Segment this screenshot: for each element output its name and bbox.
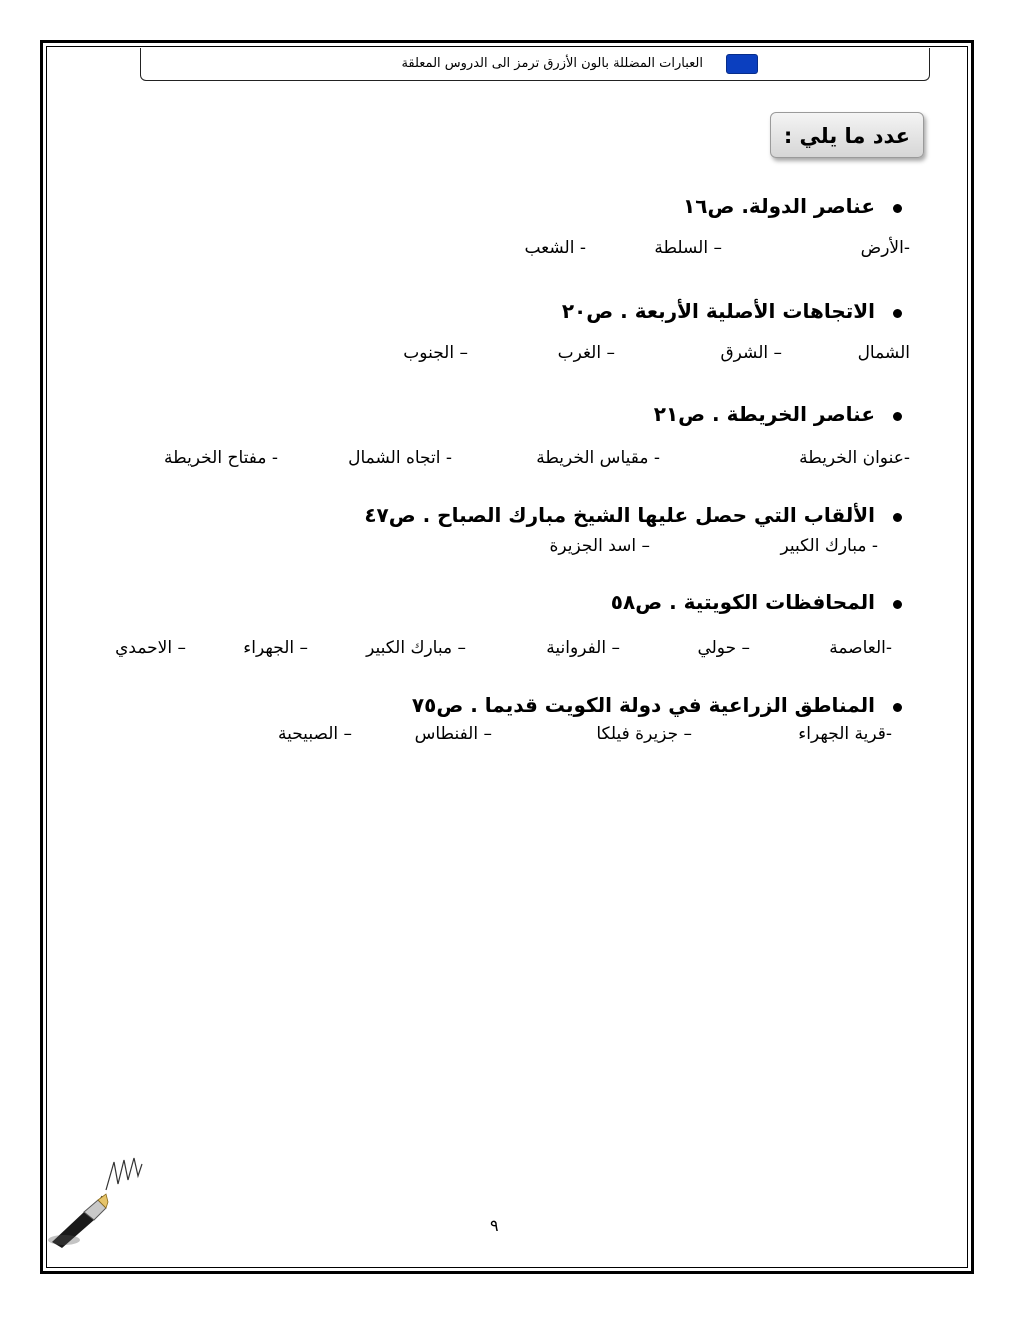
section-4-item-2: – اسد الجزيرة xyxy=(549,536,650,556)
section-5-item-4: – مبارك الكبير xyxy=(366,638,466,658)
section-3-item-2: - مقياس الخريطة xyxy=(536,448,660,468)
section-1-item-2: – السلطة xyxy=(654,238,722,258)
section-4-item-1: - مبارك الكبير xyxy=(780,536,878,556)
section-6-item-4: – الصبيحية xyxy=(277,724,352,744)
section-2-item-2: – الشرق xyxy=(720,343,782,363)
section-2-item-3: – الغرب xyxy=(557,343,615,363)
section-heading-3: عناصر الخريطة . ص٢١ xyxy=(653,402,875,426)
section-6-item-2: – جزيرة فيلكا xyxy=(596,724,692,744)
bullet-icon xyxy=(893,513,902,522)
section-5-item-5: – الجهراء xyxy=(243,638,308,658)
section-1-item-3: - الشعب xyxy=(524,238,586,258)
section-3-item-1: -عنوان الخريطة xyxy=(799,448,910,468)
bullet-icon xyxy=(893,309,902,318)
section-5-item-1: -العاصمة xyxy=(829,638,892,658)
section-2-item-4: – الجنوب xyxy=(403,343,468,363)
section-6-item-3: – الفنطاس xyxy=(414,724,492,744)
fountain-pen-icon xyxy=(44,1150,154,1250)
section-heading-4: الألقاب التي حصل عليها الشيخ مبارك الصباح . ص٤٧ xyxy=(364,503,875,527)
bullet-icon xyxy=(893,412,902,421)
section-3-item-4: - مفتاح الخريطة xyxy=(164,448,278,468)
bullet-icon xyxy=(893,204,902,213)
section-1-item-1: -الأرض xyxy=(860,238,910,258)
section-5-item-2: – حولي xyxy=(697,638,750,658)
header-note: العبارات المضللة بالون الأزرق ترمز الى الدروس المعلقة xyxy=(401,56,703,71)
section-2-item-1: الشمال xyxy=(857,343,910,363)
section-5-item-3: – الفروانية xyxy=(546,638,620,658)
bullet-icon xyxy=(893,703,902,712)
section-heading-1: عناصر الدولة. ص١٦ xyxy=(683,194,875,218)
section-5-item-6: – الاحمدي xyxy=(115,638,186,658)
section-6-item-1: -قرية الجهراء xyxy=(798,724,892,744)
section-heading-2: الاتجاهات الأصلية الأربعة . ص٢٠ xyxy=(561,299,875,323)
section-heading-6: المناطق الزراعية في دولة الكويت قديما . ص٧٥ xyxy=(411,693,875,717)
page-title: عدد ما يلي : xyxy=(783,124,910,148)
page-number: ٩ xyxy=(490,1216,499,1235)
bullet-icon xyxy=(893,600,902,609)
section-heading-5: المحافظات الكويتية . ص٥٨ xyxy=(610,590,875,614)
section-3-item-3: - اتجاه الشمال xyxy=(348,448,452,468)
blue-legend-swatch xyxy=(726,54,758,74)
